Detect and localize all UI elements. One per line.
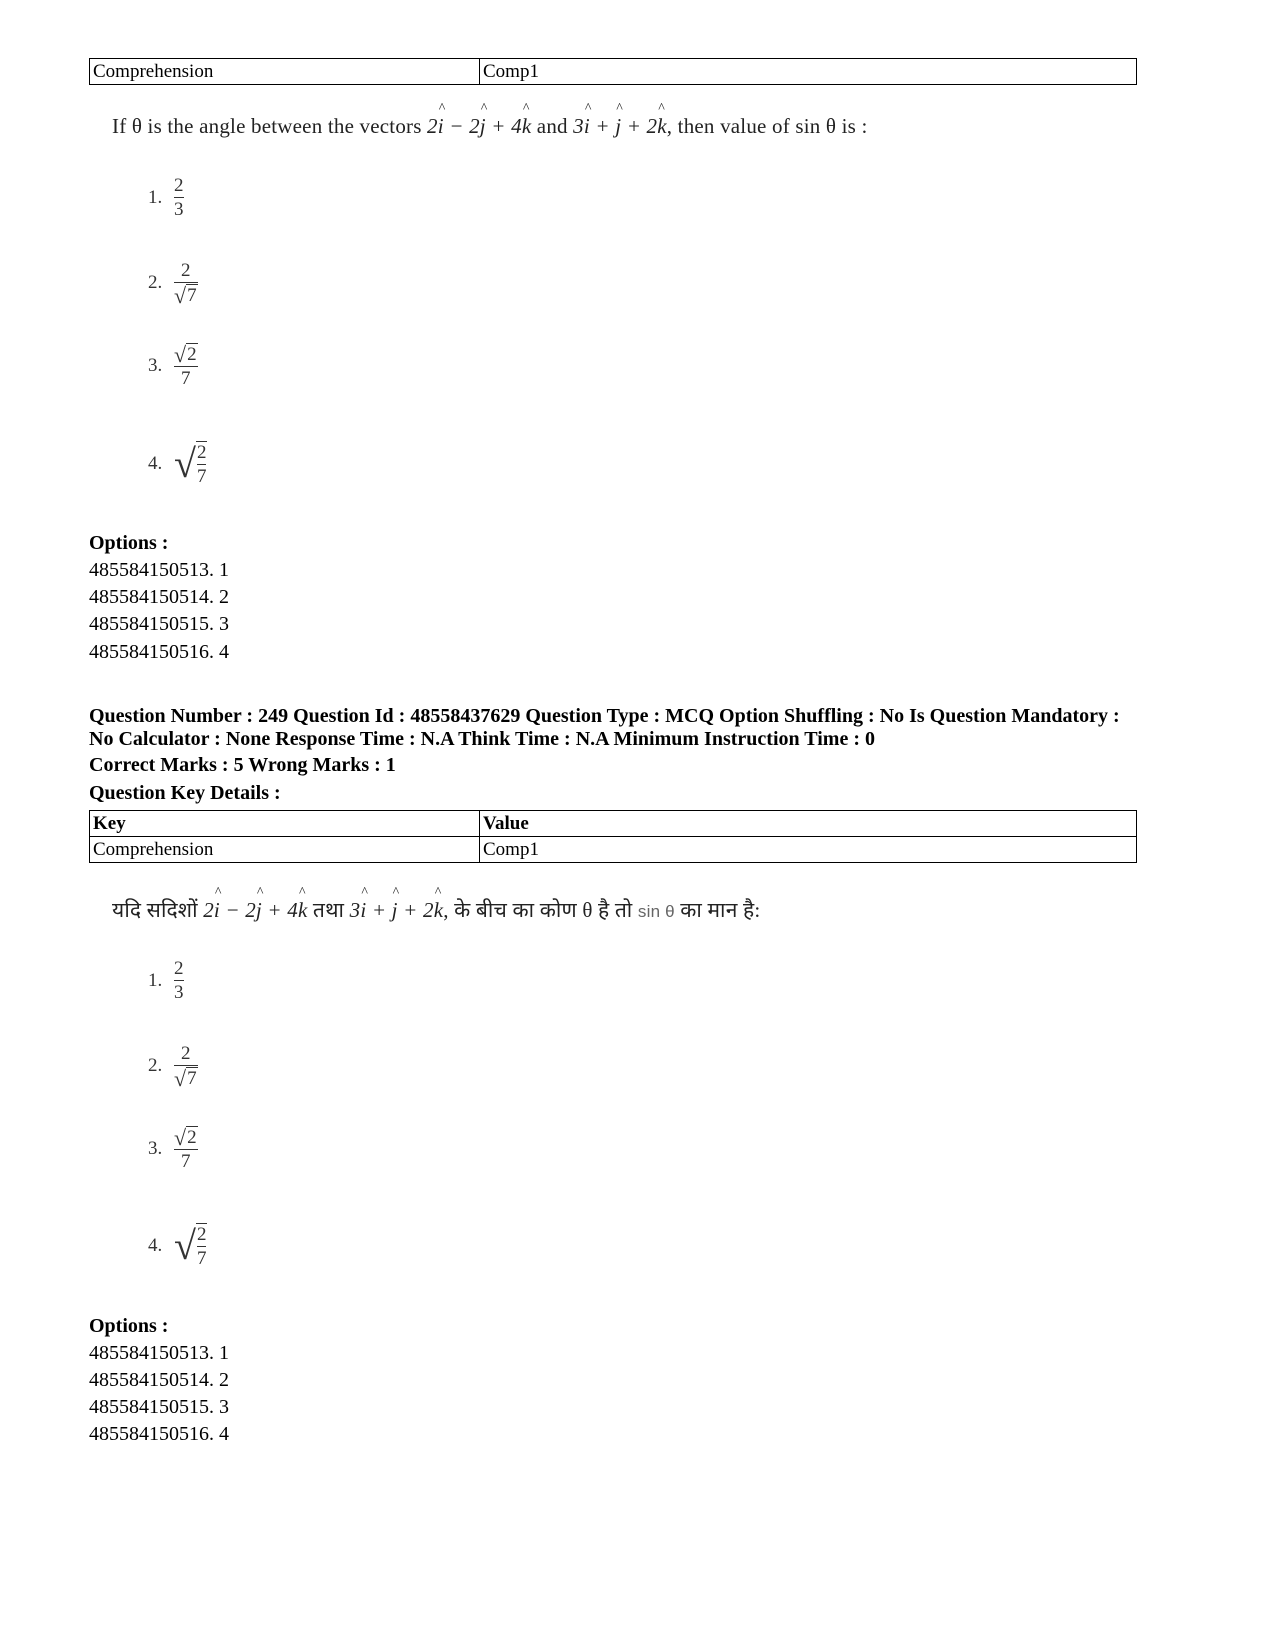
sqrt: √ 7 [174, 283, 197, 308]
option-3 [148, 1126, 198, 1172]
option-number: 4. [148, 452, 163, 474]
option-id-1: 485584150513. 1 [89, 559, 229, 581]
marks-line: Correct Marks : 5 Wrong Marks : 1 [89, 754, 396, 776]
option-number: 2. [148, 272, 163, 293]
option-2 [148, 260, 198, 306]
numerator: 2 [181, 1043, 191, 1064]
option-id-2: 485584150514. 2 [89, 1369, 229, 1391]
option-id-4: 485584150516. 4 [89, 641, 229, 663]
option-1 [148, 958, 184, 1003]
option-number: 4. [148, 1234, 163, 1256]
question-key-table [89, 810, 1137, 863]
option-number: 2. [148, 1055, 163, 1076]
option-id-4: 485584150516. 4 [89, 1423, 229, 1445]
option-1 [148, 175, 184, 220]
question-prefix: If θ is the angle between the vectors [112, 114, 428, 138]
option-id-3: 485584150515. 3 [89, 1396, 229, 1418]
sqrt: √ 2 [174, 1125, 197, 1150]
key-details-label: Question Key Details : [89, 782, 281, 804]
table-row [90, 837, 1137, 863]
option-id-1: 485584150513. 1 [89, 1342, 229, 1364]
question-meta-line-1: Question Number : 249 Question Id : 48558437629 Question Type : MCQ Option Shuffling : No Is Question Mandatory : [89, 705, 1120, 727]
question-text-english [112, 114, 868, 139]
numerator: 2 [196, 1224, 207, 1245]
question-prefix: यदि सदिशों [112, 898, 204, 922]
numerator: 2 [174, 958, 184, 979]
question-meta-line-2: No Calculator : None Response Time : N.A Think Time : N.A Minimum Instruction Time : 0 [89, 728, 875, 750]
denominator: 7 [196, 466, 207, 487]
option-number: 1. [148, 186, 163, 208]
table-cell-key: Comprehension [90, 837, 480, 863]
numerator: 2 [187, 344, 197, 365]
sqrt-two-sevenths: √ $\frac{2}{7}$ [174, 1223, 207, 1269]
vector-b: 3^ i + ^ j + 2^ k [350, 898, 444, 922]
question-meta [89, 705, 1149, 751]
question-text-hindi [112, 896, 760, 924]
tatha-word: तथा [307, 898, 350, 922]
table-cell-value: Comp1 [480, 59, 1137, 85]
options-label: Options : [89, 532, 169, 554]
comprehension-table-top [89, 58, 1137, 85]
table-header-key: Key [90, 811, 480, 837]
fraction-root-two-over-seven [174, 1126, 198, 1172]
table-row [90, 59, 1137, 85]
table-cell-value: Comp1 [480, 837, 1137, 863]
vector-a: 2^ i − 2^ j + 4^ k [203, 898, 307, 922]
question-suffix: का मान है: [674, 898, 761, 922]
option-2 [148, 1043, 198, 1089]
question-suffix: , then value of sin θ is : [666, 114, 868, 138]
fraction-two-thirds [174, 175, 184, 220]
denominator: 3 [174, 982, 184, 1003]
fraction-two-over-root-seven [174, 260, 198, 306]
option-number: 1. [148, 969, 163, 991]
fraction-two-over-root-seven [174, 1043, 198, 1089]
sin-theta: sin θ [637, 902, 675, 921]
options-label: Options : [89, 1315, 169, 1337]
sqrt-two-sevenths: √ $\frac{2}{7}$ [174, 441, 207, 487]
numerator: 2 [187, 1127, 197, 1148]
fraction-two-thirds [174, 958, 184, 1003]
sqrt: √ 2 [174, 342, 197, 367]
and-word: and [531, 114, 574, 138]
vector-b: 3^ i + ^ j + 2^ k [573, 114, 667, 138]
denominator: 7 [181, 1151, 191, 1172]
sqrt: √ 7 [174, 1066, 197, 1091]
option-id-3: 485584150515. 3 [89, 613, 229, 635]
denominator: 7 [181, 368, 191, 389]
table-header-value: Value [480, 811, 1137, 837]
option-3 [148, 343, 198, 389]
numerator: 2 [196, 442, 207, 463]
option-4 [148, 440, 207, 487]
fraction-root-two-over-seven [174, 343, 198, 389]
option-number: 3. [148, 355, 163, 376]
table-header-row [90, 811, 1137, 837]
numerator: 2 [174, 175, 184, 196]
denominator: 7 [187, 1068, 197, 1089]
table-cell-key: Comprehension [90, 59, 480, 85]
option-id-2: 485584150514. 2 [89, 586, 229, 608]
denominator: 3 [174, 199, 184, 220]
vector-a: 2^ i − 2^ j + 4^ k [427, 114, 531, 138]
denominator: 7 [196, 1248, 207, 1269]
question-middle: , के बीच का कोण θ है तो [443, 898, 638, 922]
numerator: 2 [181, 260, 191, 281]
option-number: 3. [148, 1138, 163, 1159]
denominator: 7 [187, 285, 197, 306]
option-4 [148, 1222, 207, 1269]
